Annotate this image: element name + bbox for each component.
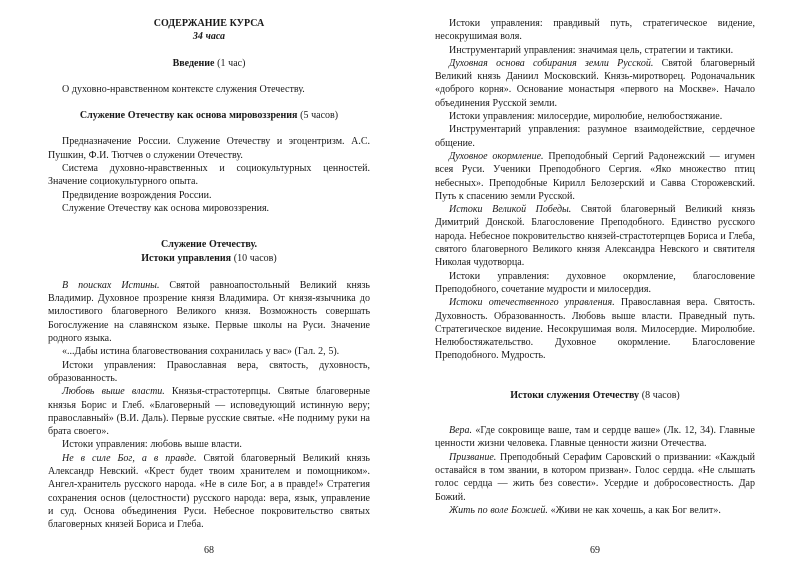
- paragraph: [48, 189, 370, 202]
- text-segment: Святой благоверный Великий князь Димитрий Донской. Благословение Преподобного. Единство русского народа. Небесное покровительство князей-страстотерпцев Бориса и Глеба, святого благоверного Великого князя Александра Невского и святителя Николая чудотворца.: [435, 204, 755, 269]
- text-segment: О духовно-нравственном контексте служения Отечеству.: [62, 83, 305, 95]
- paragraph: [48, 359, 370, 386]
- text-segment: (1 час): [214, 57, 246, 69]
- text-segment: Святой равноапостольный Великий князь Владимир. Духовное прозрение князя Владимира. От князя-язычника до милостивого благоверного Великого князя. Возможность совершать Богослужение на славянском языке. Первые школы на Руси. Значение родного языка.: [48, 279, 370, 345]
- paragraph: [435, 17, 755, 44]
- text-segment: Истоки служения Отечеству: [510, 389, 640, 401]
- text-segment: Православная вера. Святость. Духовность. Образованность. Любовь выше власти. Праведный путь. Стратегическое видение. Несокрушимая воля. Милосердие. Миролюбие. Нелюбостяжательство. Духовное окормление. Благословение Преподобного. Мудрость.: [435, 297, 755, 362]
- course-contents-title: [48, 17, 370, 30]
- paragraph: [435, 504, 755, 517]
- section-heading-origins-of-management: [48, 252, 370, 265]
- text-segment: (10 часов): [231, 252, 277, 264]
- section-heading-service-fatherland: [48, 238, 370, 251]
- text-segment: Предвидение возрождения России.: [62, 189, 212, 201]
- text-segment: Истоки отечественного управления.: [449, 297, 615, 309]
- text-segment: Введение: [172, 57, 215, 69]
- paragraph: [48, 135, 370, 162]
- text-segment: «...Дабы истина благовествования сохранилась у вас» (Гал. 2, 5).: [62, 346, 340, 358]
- section-heading-origins-of-serving: [435, 389, 755, 402]
- text-segment: Истоки управления: правдивый путь, стратегическое видение, несокрушимая воля.: [435, 18, 755, 43]
- paragraph: [435, 451, 755, 504]
- paragraph: [48, 438, 370, 451]
- page-number-right: 69: [590, 545, 600, 556]
- text-segment: (5 часов): [297, 110, 339, 122]
- text-segment: Жить по воле Божией.: [449, 504, 548, 516]
- paragraph: [48, 202, 370, 215]
- text-segment: Преподобный Серафим Саровский о призвании: «Каждый оставайся в том звании, в котором призван». Голос сердца. «Не слышать голос сердца — жить без совести». Усердие и добросовестность. Дар Божий.: [435, 451, 755, 503]
- text-segment: Святой благоверный Великий князь Александр Невский. «Крест будет твоим хранителем и помощником». Ангел-хранитель русского народа. «Не в силе Бог, а в правде!» Стратегия сохранения основ (целостности) русского народа: вера, язык, управление и суд. Основа объединения Руси. Небесное покровительство святых благоверных князей Бориса и Глеба.: [48, 452, 370, 531]
- section-heading-service-worldview: [48, 109, 370, 122]
- text-segment: Вера.: [449, 425, 473, 437]
- paragraph: [435, 57, 755, 110]
- text-segment: Преподобный Сергий Радонежский — игумен всея Руси. Ученики Преподобного Сергия. «Яко множество птиц небесных». Преподобные Кирилл Белозерский и Савва Сторожевский. Путь к спасению земли Русской.: [435, 150, 755, 202]
- paragraph: [435, 123, 755, 150]
- text-segment: Не в силе Бог, а в правде.: [62, 452, 197, 464]
- paragraph: [435, 44, 755, 57]
- text-segment: Инструментарий управления: разумное взаимодействие, сердечное общение.: [435, 124, 755, 149]
- text-segment: Истоки управления: любовь выше власти.: [62, 439, 242, 451]
- text-segment: Истоки управления: духовное окормление, благословение Преподобного, сочетание мудрости и милосердия.: [435, 270, 755, 295]
- text-segment: 34 часа: [192, 31, 226, 43]
- text-segment: Духовная основа собирания земли Русской.: [449, 57, 654, 69]
- text-segment: Призвание.: [449, 451, 497, 463]
- paragraph: [48, 83, 370, 96]
- paragraph: [48, 345, 370, 358]
- paragraph: [435, 203, 755, 269]
- text-segment: Истоки Великой Победы.: [449, 204, 572, 216]
- paragraph: [435, 110, 755, 123]
- paragraph: [435, 270, 755, 297]
- text-segment: Истоки управления: милосердие, миролюбие, нелюбостяжание.: [449, 111, 723, 123]
- text-segment: «Где сокровище ваше, там и сердце ваше» (Лк. 12, 34). Главные ценности жизни человека. Главные ценности жизни Отечества.: [435, 425, 755, 450]
- text-segment: Инструментарий управления: значимая цель, стратегии и тактики.: [449, 44, 734, 56]
- paragraph: [435, 424, 755, 451]
- text-segment: Любовь выше власти.: [62, 386, 165, 398]
- paragraph: [435, 296, 755, 362]
- text-segment: В поисках Истины.: [62, 279, 160, 291]
- section-heading-introduction: [48, 57, 370, 70]
- text-segment: Служение Отечеству.: [161, 239, 257, 251]
- text-segment: Духовное окормление.: [449, 150, 544, 162]
- text-segment: «Живи не как хочешь, а как Бог велит».: [547, 504, 721, 516]
- page-number-left: 68: [204, 545, 214, 556]
- text-segment: Система духовно-нравственных и социокультурных ценностей. Значение социокультурного опыта.: [48, 163, 370, 188]
- paragraph: [48, 279, 370, 345]
- text-segment: Святой благоверный Великий князь Даниил Московский. Князь-миротворец. Родоначальник «доброго корня». Основание монастыря «первого на Москве». Начало объединения Русской земли.: [435, 57, 755, 109]
- text-segment: Предназначение России. Служение Отечеству и эгоцентризм. А.С. Пушкин, Ф.И. Тютчев о служении Отечеству.: [48, 136, 370, 161]
- text-segment: Служение Отечеству как основа мировоззрения: [79, 110, 298, 122]
- paragraph: [48, 385, 370, 438]
- text-column-right: [435, 17, 755, 517]
- paragraph: [48, 452, 370, 532]
- paragraph: [48, 162, 370, 189]
- text-segment: Истоки управления: Православная вера, святость, духовность, образованность.: [48, 359, 370, 384]
- page-right: [435, 0, 755, 566]
- text-segment: Истоки управления: [141, 252, 232, 264]
- text-segment: СОДЕРЖАНИЕ КУРСА: [153, 18, 265, 29]
- page-left: [48, 0, 370, 566]
- paragraph: [435, 150, 755, 203]
- course-hours-subtitle: [48, 30, 370, 43]
- text-segment: Князья-страстотерпцы. Святые благоверные князья Борис и Глеб. «Благоверный — исповедующий истинную веру; православный» (В.И. Даль). Первые русские святые. «Не подниму руки на брата своего».: [48, 386, 370, 438]
- text-column-left: [48, 17, 370, 532]
- text-segment: (8 часов): [639, 389, 680, 401]
- text-segment: Служение Отечеству как основа мировоззрения.: [62, 202, 270, 214]
